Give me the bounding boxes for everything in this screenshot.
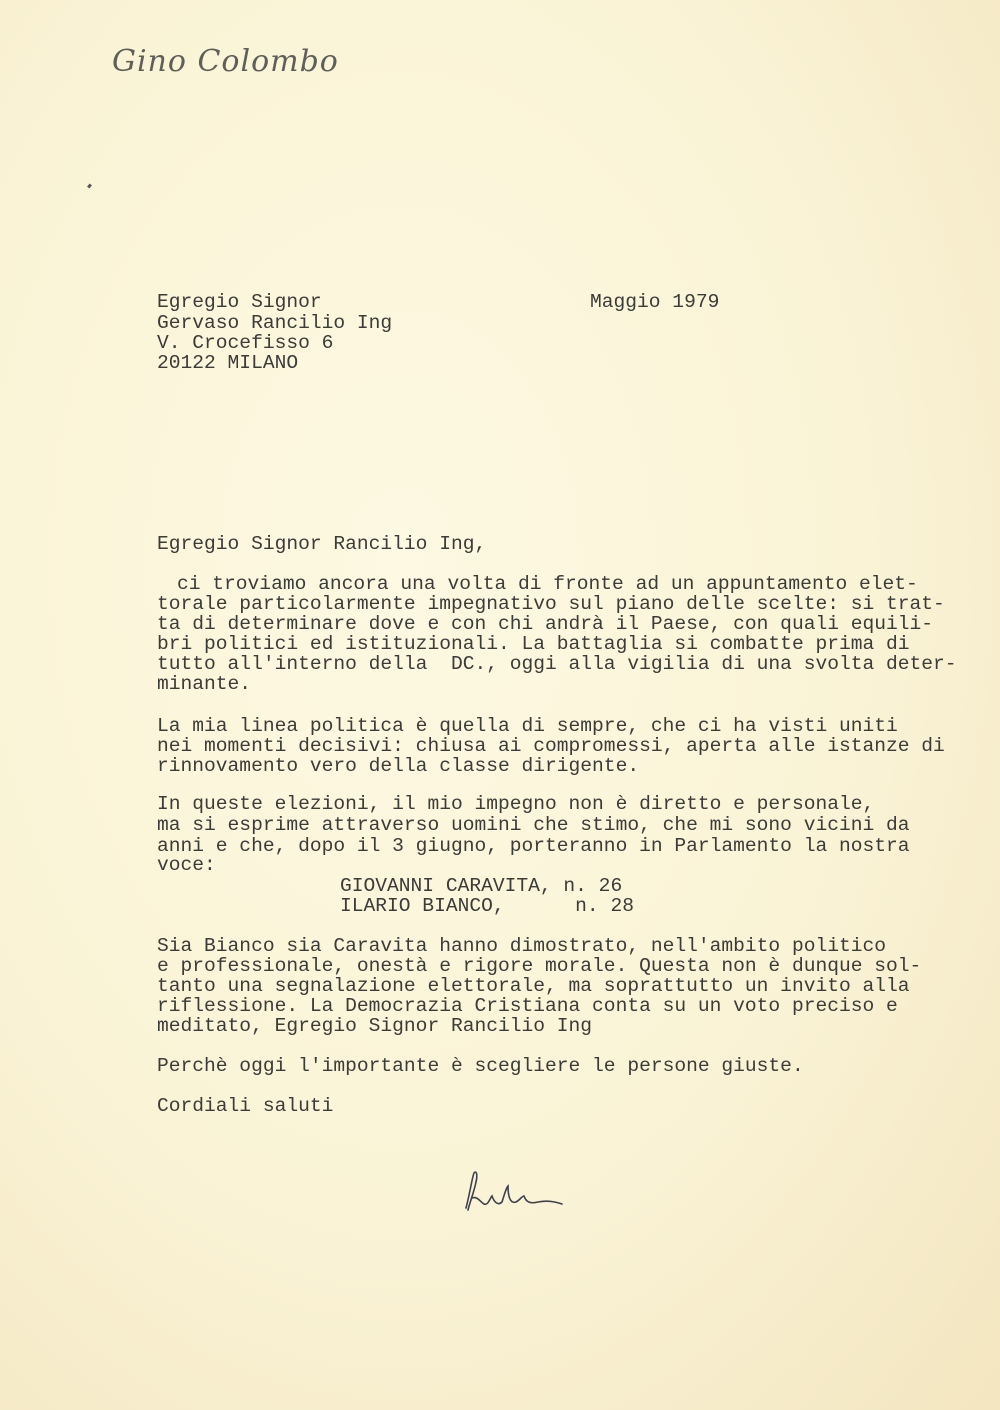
greeting: Egregio Signor Rancilio Ing, [157,533,487,555]
text-line: tanto una segnalazione elettorale, ma soprattutto un invito alla [157,975,910,997]
text-line: riflessione. La Democrazia Cristiana conta su un voto preciso e [157,995,898,1017]
text-line: meditato, Egregio Signor Rancilio Ing [157,1015,593,1037]
ink-mark [87,184,92,189]
text-line: bri politici ed istituzionali. La battaglia si combatte prima di [157,633,910,655]
address-line: Egregio Signor [157,291,322,313]
text-line: ma si esprime attraverso uomini che stimo, che mi sono vicini da [157,814,910,836]
text-line: tutto all'interno della DC., oggi alla vigilia di una svolta deter- [157,653,957,675]
text-line: voce: [157,854,216,876]
handwritten-signature [458,1168,568,1218]
address-line: 20122 MILANO [157,352,299,374]
date: Maggio 1979 [590,291,720,313]
letterhead: Gino Colombo [112,44,339,79]
text-line: rinnovamento vero della classe dirigente. [157,755,640,777]
text-line: minante. [157,673,252,695]
salutation: Cordiali saluti [157,1095,334,1117]
text-line: ci troviamo ancora una volta di fronte ad un appuntamento elet- [177,573,918,595]
text-line: e professionale, onestà e rigore morale. Questa non è dunque sol- [157,955,922,977]
text-line: In queste elezioni, il mio impegno non è diretto e personale, [157,793,875,815]
address-line: V. Crocefisso 6 [157,332,334,354]
candidate-line: GIOVANNI CARAVITA, n. 26 [340,875,623,897]
closing-line: Perchè oggi l'importante è scegliere le persone giuste. [157,1055,804,1077]
address-line: Gervaso Rancilio Ing [157,312,393,334]
text-line: anni e che, dopo il 3 giugno, porteranno in Parlamento la nostra [157,835,910,857]
text-line: La mia linea politica è quella di sempre, che ci ha visti uniti [157,715,898,737]
text-line: ta di determinare dove e con chi andrà il Paese, con quali equili- [157,613,934,635]
text-line: Sia Bianco sia Caravita hanno dimostrato, nell'ambito politico [157,935,887,957]
text-line: nei momenti decisivi: chiusa ai compromessi, aperta alle istanze di [157,735,945,757]
candidate-line: ILARIO BIANCO, n. 28 [340,895,634,917]
text-line: torale particolarmente impegnativo sul piano delle scelte: si trat- [157,593,945,615]
